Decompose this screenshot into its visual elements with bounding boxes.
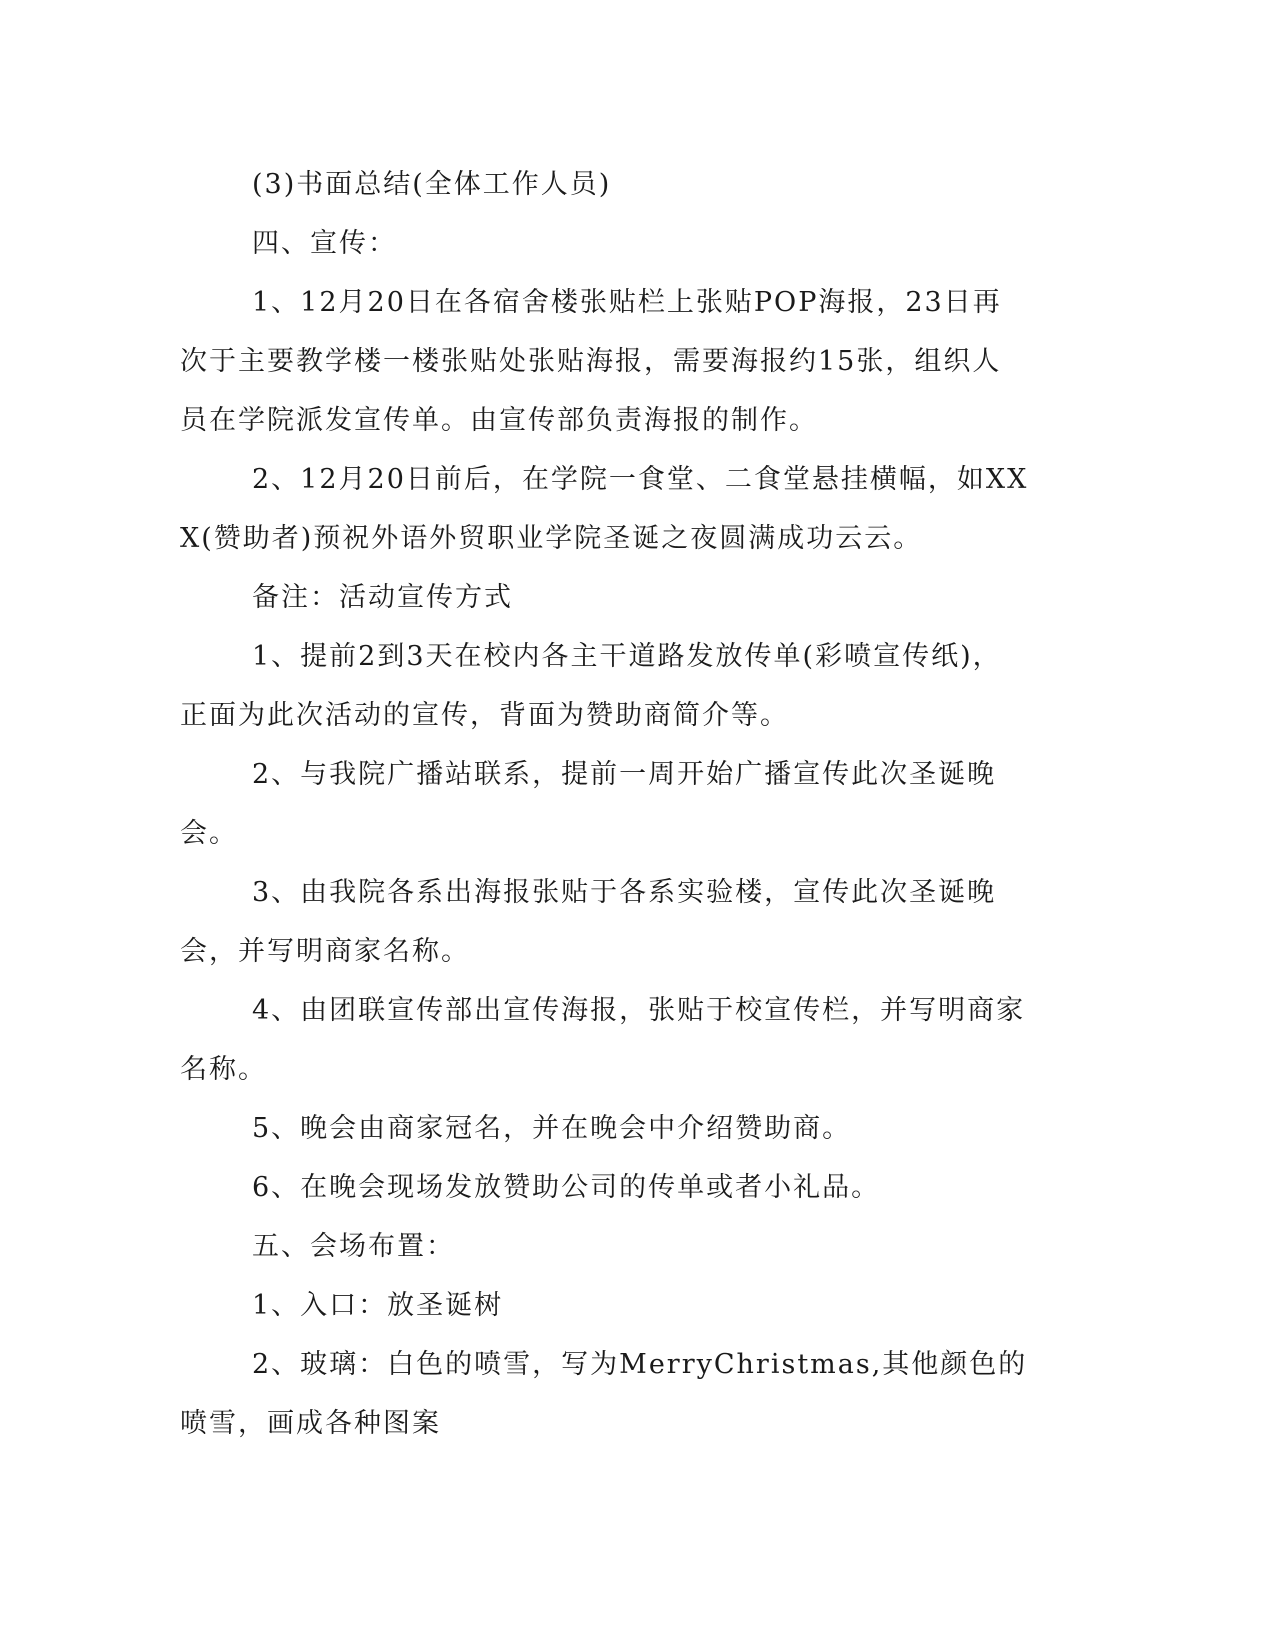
paragraph-note-item-3: 3、由我院各系出海报张贴于各系实验楼，宣传此次圣诞晚会，并写明商家名称。: [180, 877, 997, 967]
paragraph-note-item-6: 6、在晚会现场发放赞助公司的传单或者小礼品。: [252, 1172, 881, 1203]
paragraph-venue-item-2: 2、玻璃：白色的喷雪，写为MerryChristmas,其他颜色的喷雪，画成各种图案: [180, 1349, 1028, 1439]
paragraph-publicity-item-1: 1、12月20日在各宿舍楼张贴栏上张贴POP海报，23日再次于主要教学楼一楼张贴处张贴海报，需要海报约15张，组织人员在学院派发宣传单。由宣传部负责海报的制作。: [180, 287, 1002, 436]
section-heading-publicity: 四、宣传：: [252, 228, 397, 259]
document-body: [180, 155, 1030, 1453]
paragraph-note-item-1: 1、提前2到3天在校内各主干道路发放传单(彩喷宣传纸)，正面为此次活动的宣传，背面为赞助商简介等。: [180, 641, 1002, 731]
paragraph-note-item-5: 5、晚会由商家冠名，并在晚会中介绍赞助商。: [252, 1113, 852, 1144]
paragraph-written-summary: (3)书面总结(全体工作人员): [252, 169, 612, 200]
section-heading-venue: 五、会场布置：: [252, 1231, 455, 1262]
paragraph-note-item-2: 2、与我院广播站联系，提前一周开始广播宣传此次圣诞晚会。: [180, 759, 997, 849]
paragraph-note-heading: 备注：活动宣传方式: [252, 582, 513, 613]
paragraph-venue-item-1: 1、入口：放圣诞树: [252, 1290, 504, 1321]
paragraph-publicity-item-2: 2、12月20日前后，在学院一食堂、二食堂悬挂横幅，如XXX(赞助者)预祝外语外贸职业学院圣诞之夜圆满成功云云。: [180, 464, 1029, 554]
paragraph-note-item-4: 4、由团联宣传部出宣传海报，张贴于校宣传栏，并写明商家名称。: [180, 995, 1026, 1085]
